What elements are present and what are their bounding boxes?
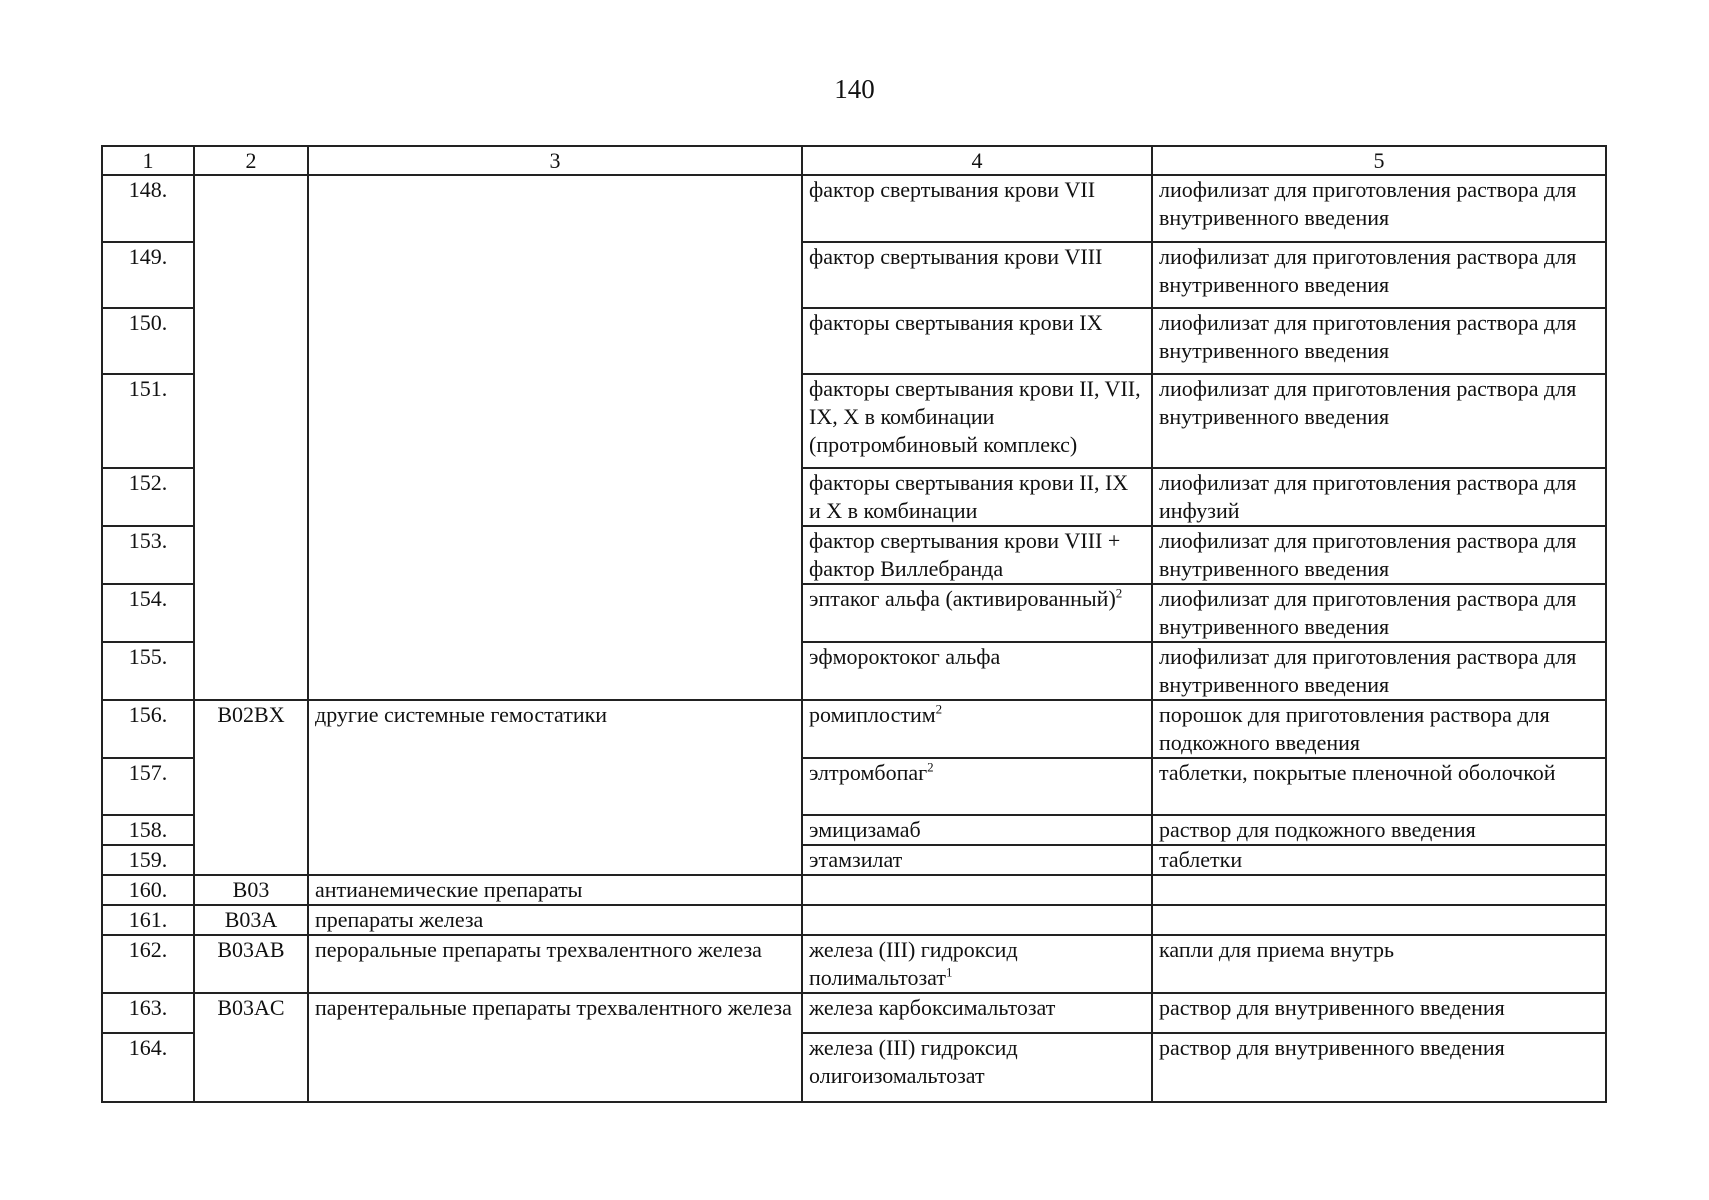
row-number: 164. (102, 1033, 194, 1102)
header-col-5: 5 (1152, 146, 1606, 175)
drug-name: железа (III) гидроксид олигоизомальтозат (802, 1033, 1152, 1102)
drug-name: эмицизамаб (802, 815, 1152, 845)
drug-name (802, 875, 1152, 905)
drug-name: железа карбоксимальтозат (802, 993, 1152, 1033)
group-name: парентеральные препараты трехвалентного железа (308, 993, 802, 1102)
footnote-marker: 2 (927, 759, 934, 775)
drug-name: факторы свертывания крови II, VII, IX, X в комбинации (протромбиновый комплекс) (802, 374, 1152, 468)
group-name-cell (308, 175, 802, 700)
dosage-form: раствор для внутривенного введения (1152, 1033, 1606, 1102)
row-number: 154. (102, 584, 194, 642)
atc-code: B03AB (194, 935, 308, 993)
drug-name: факторы свертывания крови IX (802, 308, 1152, 374)
dosage-form: таблетки, покрытые пленочной оболочкой (1152, 758, 1606, 815)
row-number: 160. (102, 875, 194, 905)
atc-code: B03 (194, 875, 308, 905)
row-number: 163. (102, 993, 194, 1033)
footnote-marker: 2 (1115, 585, 1123, 601)
drug-name: фактор свертывания крови VII (802, 175, 1152, 242)
dosage-form: раствор для подкожного введения (1152, 815, 1606, 845)
drug-name: ромиплостим$^2$ (802, 700, 1152, 758)
header-col-1: 1 (102, 146, 194, 175)
dosage-form: лиофилизат для приготовления раствора для инфузий (1152, 468, 1606, 526)
group-name: пероральные препараты трехвалентного железа (308, 935, 802, 993)
dosage-form: раствор для внутривенного введения (1152, 993, 1606, 1033)
row-number: 150. (102, 308, 194, 374)
atc-code: B02BX (194, 700, 308, 875)
group-name: препараты железа (308, 905, 802, 935)
dosage-form: капли для приема внутрь (1152, 935, 1606, 993)
dosage-form: лиофилизат для приготовления раствора для внутривенного введения (1152, 308, 1606, 374)
dosage-form: лиофилизат для приготовления раствора для внутривенного введения (1152, 374, 1606, 468)
dosage-form (1152, 875, 1606, 905)
row-number: 161. (102, 905, 194, 935)
row-number: 152. (102, 468, 194, 526)
atc-code-cell (194, 175, 308, 700)
atc-code: B03A (194, 905, 308, 935)
row-number: 155. (102, 642, 194, 700)
row-number: 159. (102, 845, 194, 875)
dosage-form: лиофилизат для приготовления раствора для внутривенного введения (1152, 175, 1606, 242)
page-number: 140 (834, 74, 875, 104)
atc-code: B03AC (194, 993, 308, 1102)
dosage-form: лиофилизат для приготовления раствора для внутривенного введения (1152, 584, 1606, 642)
table-row (102, 175, 1606, 242)
drug-table (101, 145, 1607, 1103)
dosage-form: лиофилизат для приготовления раствора для внутривенного введения (1152, 526, 1606, 584)
dosage-form: лиофилизат для приготовления раствора для внутривенного введения (1152, 242, 1606, 308)
table-row (102, 905, 1606, 935)
table-row (102, 700, 1606, 758)
row-number: 153. (102, 526, 194, 584)
group-name: антианемические препараты (308, 875, 802, 905)
drug-name: эфмороктоког альфа (802, 642, 1152, 700)
drug-name: железа (III) гидроксид полимальтозат$^1$ (802, 935, 1152, 993)
drug-name: фактор свертывания крови VIII + фактор Виллебранда (802, 526, 1152, 584)
row-number: 148. (102, 175, 194, 242)
dosage-form: таблетки (1152, 845, 1606, 875)
drug-name: факторы свертывания крови II, IX и X в комбинации (802, 468, 1152, 526)
row-number: 162. (102, 935, 194, 993)
row-number: 149. (102, 242, 194, 308)
drug-name (802, 905, 1152, 935)
table-row (102, 993, 1606, 1033)
row-number: 157. (102, 758, 194, 815)
footnote-marker: 2 (935, 701, 943, 717)
header-row (102, 146, 1606, 175)
drug-name: элтромбопаг$^2$ (802, 758, 1152, 815)
drug-name: эптаког альфа (активированный)$^2$ (802, 584, 1152, 642)
table-row (102, 935, 1606, 993)
dosage-form: порошок для приготовления раствора для подкожного введения (1152, 700, 1606, 758)
header-col-3: 3 (308, 146, 802, 175)
dosage-form (1152, 905, 1606, 935)
table-row (102, 875, 1606, 905)
row-number: 156. (102, 700, 194, 758)
header-col-4: 4 (802, 146, 1152, 175)
row-number: 158. (102, 815, 194, 845)
drug-name: этамзилат (802, 845, 1152, 875)
row-number: 151. (102, 374, 194, 468)
dosage-form: лиофилизат для приготовления раствора для внутривенного введения (1152, 642, 1606, 700)
drug-name: фактор свертывания крови VIII (802, 242, 1152, 308)
header-col-2: 2 (194, 146, 308, 175)
footnote-marker: 1 (945, 964, 953, 980)
group-name: другие системные гемостатики (308, 700, 802, 875)
